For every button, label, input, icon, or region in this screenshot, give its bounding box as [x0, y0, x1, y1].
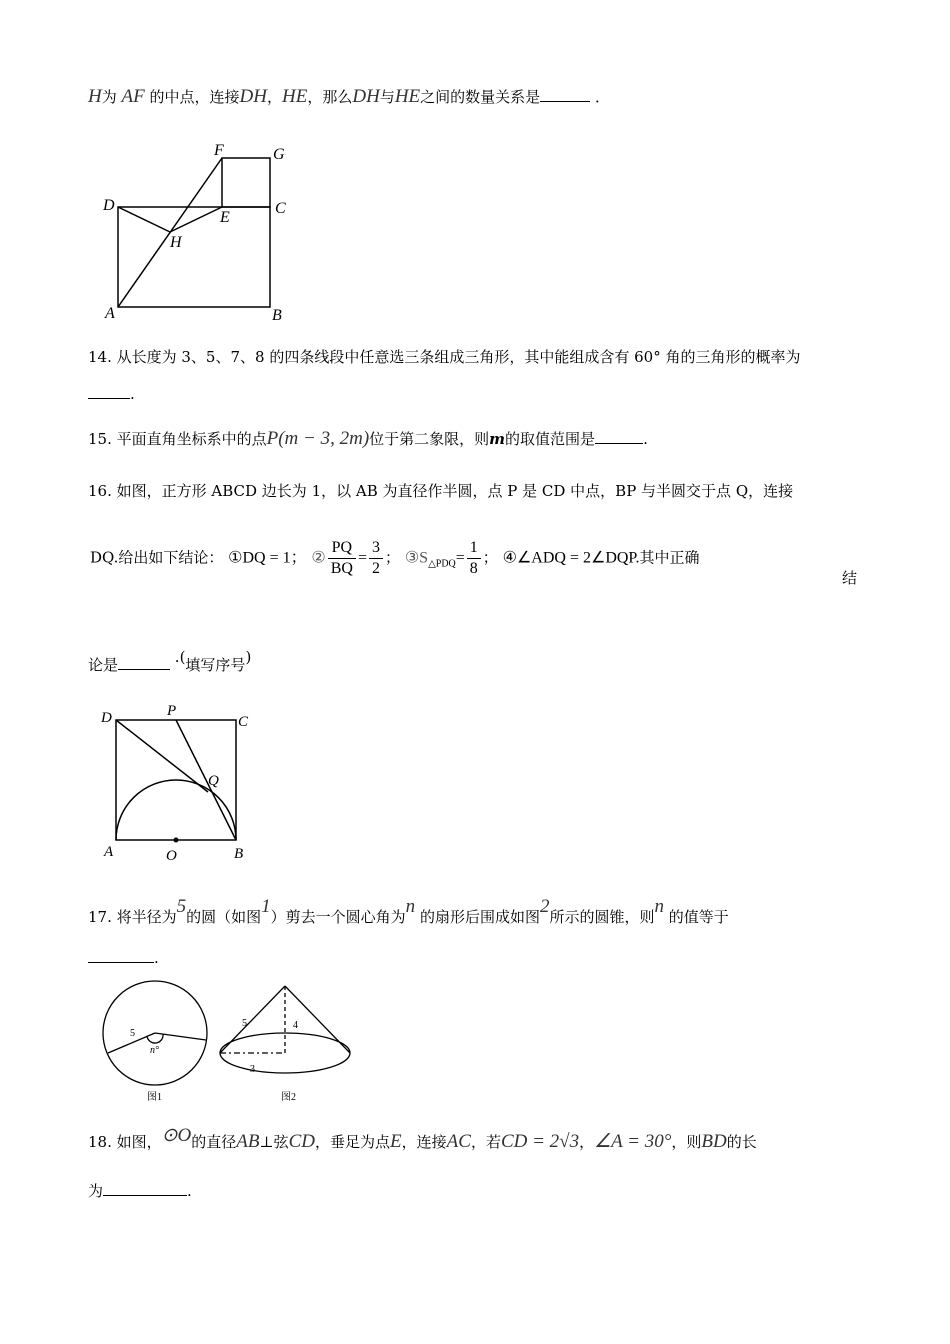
q16-answer-blank [118, 655, 170, 670]
label-b: B [272, 307, 282, 324]
fig2-height-label: 4 [293, 1020, 298, 1031]
q16-line3: 论是 .(填写序号) [88, 648, 252, 674]
segment-he [170, 207, 222, 232]
fig1-radius-label: 5 [130, 1028, 135, 1039]
q16-conclusions: DQ.给出如下结论： ①DQ = 1； ② $\frac{PQ}{BQ}$ = $\frac{3}{2}$ ； $③S_{\triangle PDQ}=$ $\frac{1}{8}$ ； ④∠ADQ = 2∠DQP.其中正确 [90, 539, 700, 577]
q14-text: 14. 从长度为 3、5、7、8 的四条线段中任意选三条组成三角形，其中能组成含有 60° 角的三角形的概率为 [88, 348, 801, 366]
conclusion-4: ④∠ADQ = 2∠DQP. [502, 549, 640, 567]
q18-answer-blank [103, 1181, 187, 1196]
label-d: D [101, 710, 112, 726]
q15-answer-blank [595, 429, 643, 444]
label-g: G [273, 146, 285, 163]
point-p-expression: P(m − 3, 2m) [266, 428, 370, 449]
q13-text: H为 AF 的中点，连接DH，HE，那么DH与HE之间的数量关系是 ． [88, 86, 610, 107]
q17-answer-blank [88, 948, 154, 963]
conclusion-3: ③S [404, 549, 429, 567]
q14-line2: . [88, 384, 135, 403]
label-e: E [220, 209, 230, 226]
square-cefg [222, 158, 270, 207]
q13-var-h: H [88, 86, 102, 107]
label-c: C [275, 200, 286, 217]
q15-text: 15. 平面直角坐标系中的点P(m − 3, 2m)位于第二象限，则m的取值范围是 . [88, 428, 648, 449]
q13-answer-blank [540, 87, 590, 102]
q13-figure [100, 140, 300, 325]
label-o: O [166, 848, 177, 864]
label-a: A [104, 844, 114, 860]
label-f: F [214, 142, 224, 159]
fig2-slant-label: 5 [242, 1018, 247, 1029]
q14-answer-blank [88, 384, 130, 399]
q17-line2: . [88, 948, 159, 967]
label-d: D [103, 197, 115, 214]
q18-text: 18. 如图，⊙O的直径AB⊥弦CD，垂足为点E，连接AC，若CD = 2√3，∠A = 30°，则BD的长 [88, 1125, 757, 1152]
q16-figure [100, 700, 260, 865]
segment-dh [118, 207, 170, 232]
point-o [174, 838, 179, 843]
label-a: A [105, 305, 115, 322]
fig2-radius-label: 3 [250, 1064, 255, 1075]
q17-figure [95, 978, 360, 1108]
q16-tail: 结 [842, 569, 858, 587]
fig1-caption: 图1 [147, 1092, 162, 1103]
label-h: H [170, 234, 182, 251]
conclusion-2-fraction: $\frac{PQ}{BQ}$ [328, 538, 356, 579]
segment-af [118, 158, 222, 307]
q18-line2: 为 . [88, 1182, 192, 1200]
semicircle-ab [116, 780, 236, 840]
label-q: Q [208, 773, 219, 789]
rect-abcd [118, 207, 270, 307]
conclusion-1: ①DQ = 1； [228, 549, 307, 567]
label-p: P [167, 703, 177, 719]
label-b: B [234, 846, 244, 862]
fig2-caption: 图2 [281, 1092, 296, 1103]
fig1-angle-label: n° [150, 1045, 159, 1056]
q16-text: 16. 如图，正方形 ABCD 边长为 1，以 AB 为直径作半圆，点 P 是 CD 中点，BP 与半圆交于点 Q，连接 [88, 482, 794, 500]
label-c: C [238, 714, 249, 730]
q17-text: 17. 将半径为5的圆（如图1）剪去一个圆心角为n 的扇形后围成如图2所示的圆锥，则n 的值等于 [88, 896, 729, 926]
